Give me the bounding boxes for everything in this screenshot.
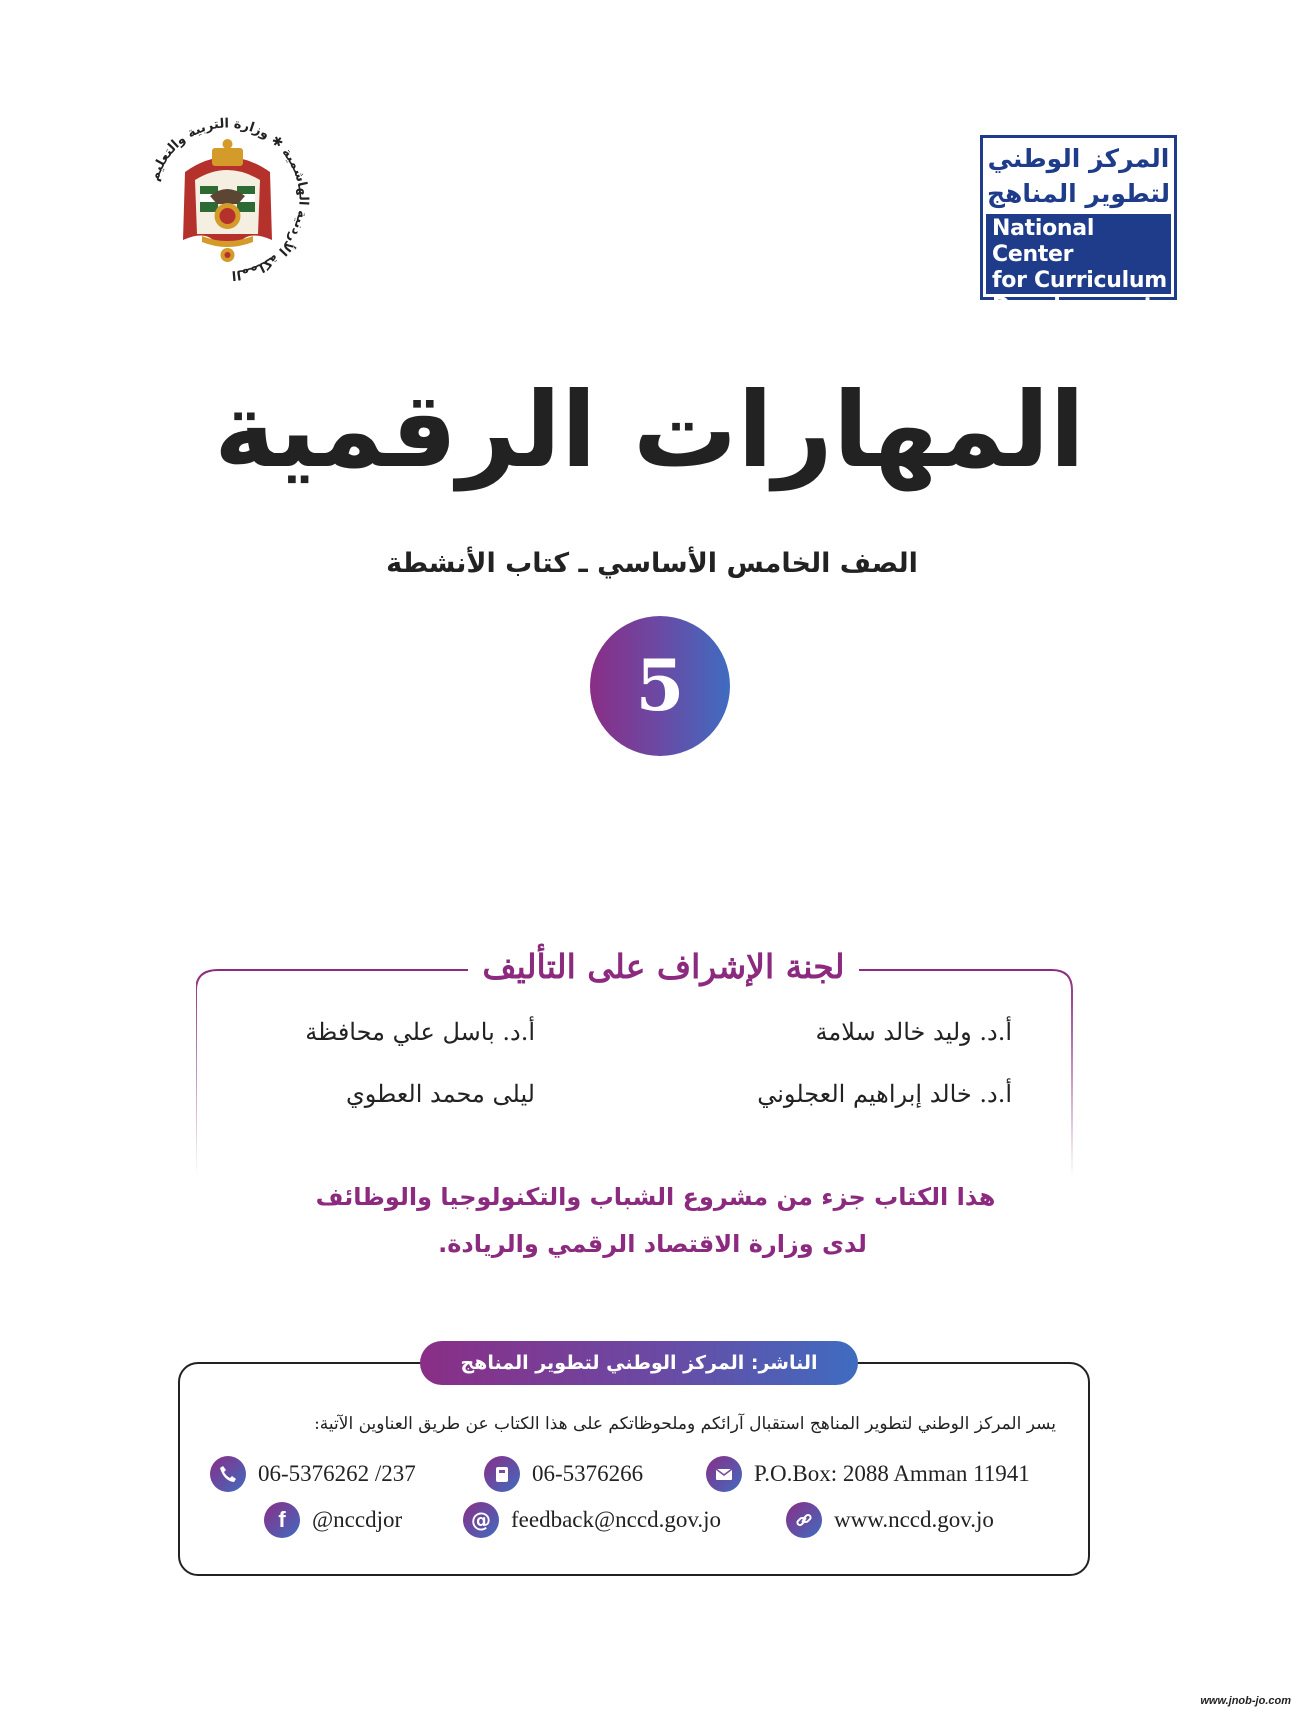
mail-icon (706, 1456, 742, 1492)
link-icon (786, 1502, 822, 1538)
phone-icon (210, 1456, 246, 1492)
watermark: www.jnob-jo.com (1200, 1695, 1291, 1707)
pobox-contact (706, 1454, 1030, 1494)
fax-number: 06-5376266 (532, 1461, 644, 1486)
nccd-logo-english-line3: Development (992, 294, 1154, 319)
nccd-logo-arabic (983, 138, 1174, 214)
committee-member: أ.د. وليد خالد سلامة (815, 1018, 1012, 1046)
committee-heading: لجنة الإشراف على التأليف (468, 942, 858, 992)
committee-member: أ.د. باسل علي محافظة (305, 1018, 535, 1046)
nccd-logo-arabic-line2: لتطوير المناهج (987, 179, 1170, 208)
phone-contact (210, 1454, 416, 1494)
project-note-line2: لدى وزارة الاقتصاد الرقمي والريادة. (438, 1230, 867, 1258)
committee-frame (196, 968, 1074, 1178)
book-subtitle: الصف الخامس الأساسي ـ كتاب الأنشطة (386, 548, 918, 579)
email-contact[interactable] (463, 1500, 721, 1540)
email-address[interactable]: feedback@nccd.gov.jo (511, 1507, 721, 1532)
publisher-label: الناشر: المركز الوطني لتطوير المناهج (420, 1341, 858, 1385)
fax-icon (484, 1456, 520, 1492)
committee-member: ليلى محمد العطوي (345, 1080, 535, 1108)
publisher-intro: يسر المركز الوطني لتطوير المناهج استقبال آرائكم وملحوظاتكم على هذا الكتاب عن طريق العناوين الآتية: (314, 1414, 1056, 1434)
website-url[interactable]: www.nccd.gov.jo (834, 1507, 994, 1532)
grade-badge: 5 (590, 616, 730, 756)
committee-member: أ.د. خالد إبراهيم العجلوني (757, 1080, 1012, 1108)
project-note-line1: هذا الكتاب جزء من مشروع الشباب والتكنولوجيا والوظائف (315, 1183, 996, 1211)
nccd-logo-english-line2: for Curriculum (992, 268, 1167, 293)
facebook-contact[interactable] (264, 1500, 402, 1540)
nccd-logo (980, 135, 1177, 319)
facebook-icon: f (264, 1502, 300, 1538)
pobox-address: P.O.Box: 2088 Amman 11941 (754, 1461, 1030, 1486)
nccd-logo-english-line1: National Center (992, 216, 1095, 267)
book-title: المهارات الرقمية (213, 369, 1086, 491)
emblem-ring-text: المملكة الأردنية الهاشمية ✱ وزارة التربية والتعليم (147, 116, 311, 283)
committee-heading-wrap (0, 942, 1299, 992)
fax-contact (484, 1454, 643, 1494)
nccd-logo-english (986, 214, 1171, 319)
facebook-handle[interactable]: @nccdjor (312, 1507, 403, 1532)
phone-number: 06-5376262 /237 (258, 1461, 416, 1486)
nccd-logo-arabic-line1: المركز الوطني (987, 144, 1170, 173)
website-contact[interactable] (786, 1500, 994, 1540)
ministry-emblem (140, 112, 315, 287)
at-sign-icon: @ (463, 1502, 499, 1538)
